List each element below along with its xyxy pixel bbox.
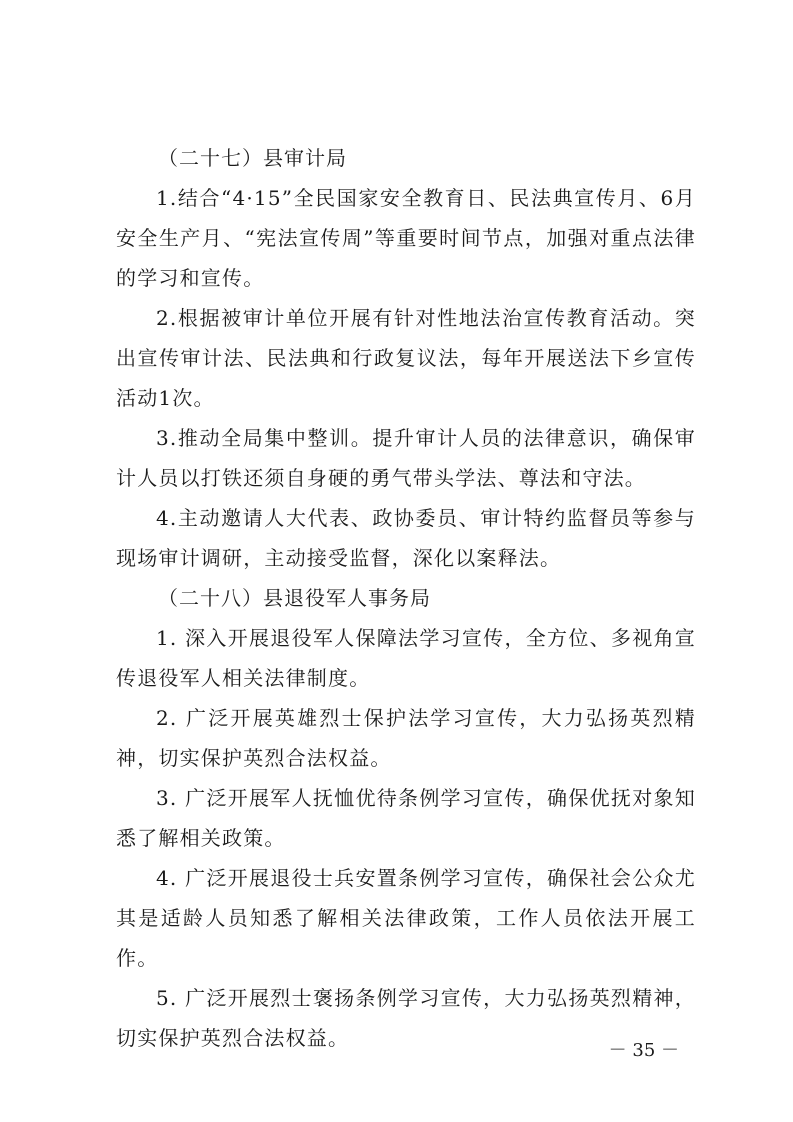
paragraph: 4. 广泛开展退役士兵安置条例学习宣传，确保社会公众尤其是适龄人员知悉了解相关法律政策，工作人员依法开展工作。 bbox=[116, 866, 696, 970]
section-veterans-affairs-bureau bbox=[116, 578, 696, 1058]
section-heading: （二十八）县退役军人事务局 bbox=[158, 586, 431, 610]
section-heading: （二十七）县审计局 bbox=[158, 146, 347, 170]
paragraph: 1.结合“4·15”全民国家安全教育日、民法典宣传月、6月安全生产月、“宪法宣传周”等重要时间节点，加强对重点法律的学习和宣传。 bbox=[116, 186, 696, 290]
paragraph: 1. 深入开展退役军人保障法学习宣传，全方位、多视角宣传退役军人相关法律制度。 bbox=[116, 626, 696, 690]
paragraph: 3. 广泛开展军人抚恤优待条例学习宣传，确保优抚对象知悉了解相关政策。 bbox=[116, 786, 696, 850]
paragraph: 2. 广泛开展英雄烈士保护法学习宣传，大力弘扬英烈精神，切实保护英烈合法权益。 bbox=[116, 706, 696, 770]
document-body bbox=[116, 138, 696, 1058]
paragraph: 2.根据被审计单位开展有针对性地法治宣传教育活动。突出宣传审计法、民法典和行政复议法，每年开展送法下乡宣传活动1次。 bbox=[116, 306, 696, 410]
paragraph: 4.主动邀请人大代表、政协委员、审计特约监督员等参与现场审计调研，主动接受监督，深化以案释法。 bbox=[116, 506, 696, 570]
page-number: － 35 － bbox=[608, 1040, 679, 1061]
paragraph: 5. 广泛开展烈士褒扬条例学习宣传，大力弘扬英烈精神，切实保护英烈合法权益。 bbox=[116, 986, 696, 1050]
section-audit-bureau bbox=[116, 138, 696, 578]
paragraph: 3.推动全局集中整训。提升审计人员的法律意识，确保审计人员以打铁还须自身硬的勇气带头学法、尊法和守法。 bbox=[116, 426, 696, 490]
